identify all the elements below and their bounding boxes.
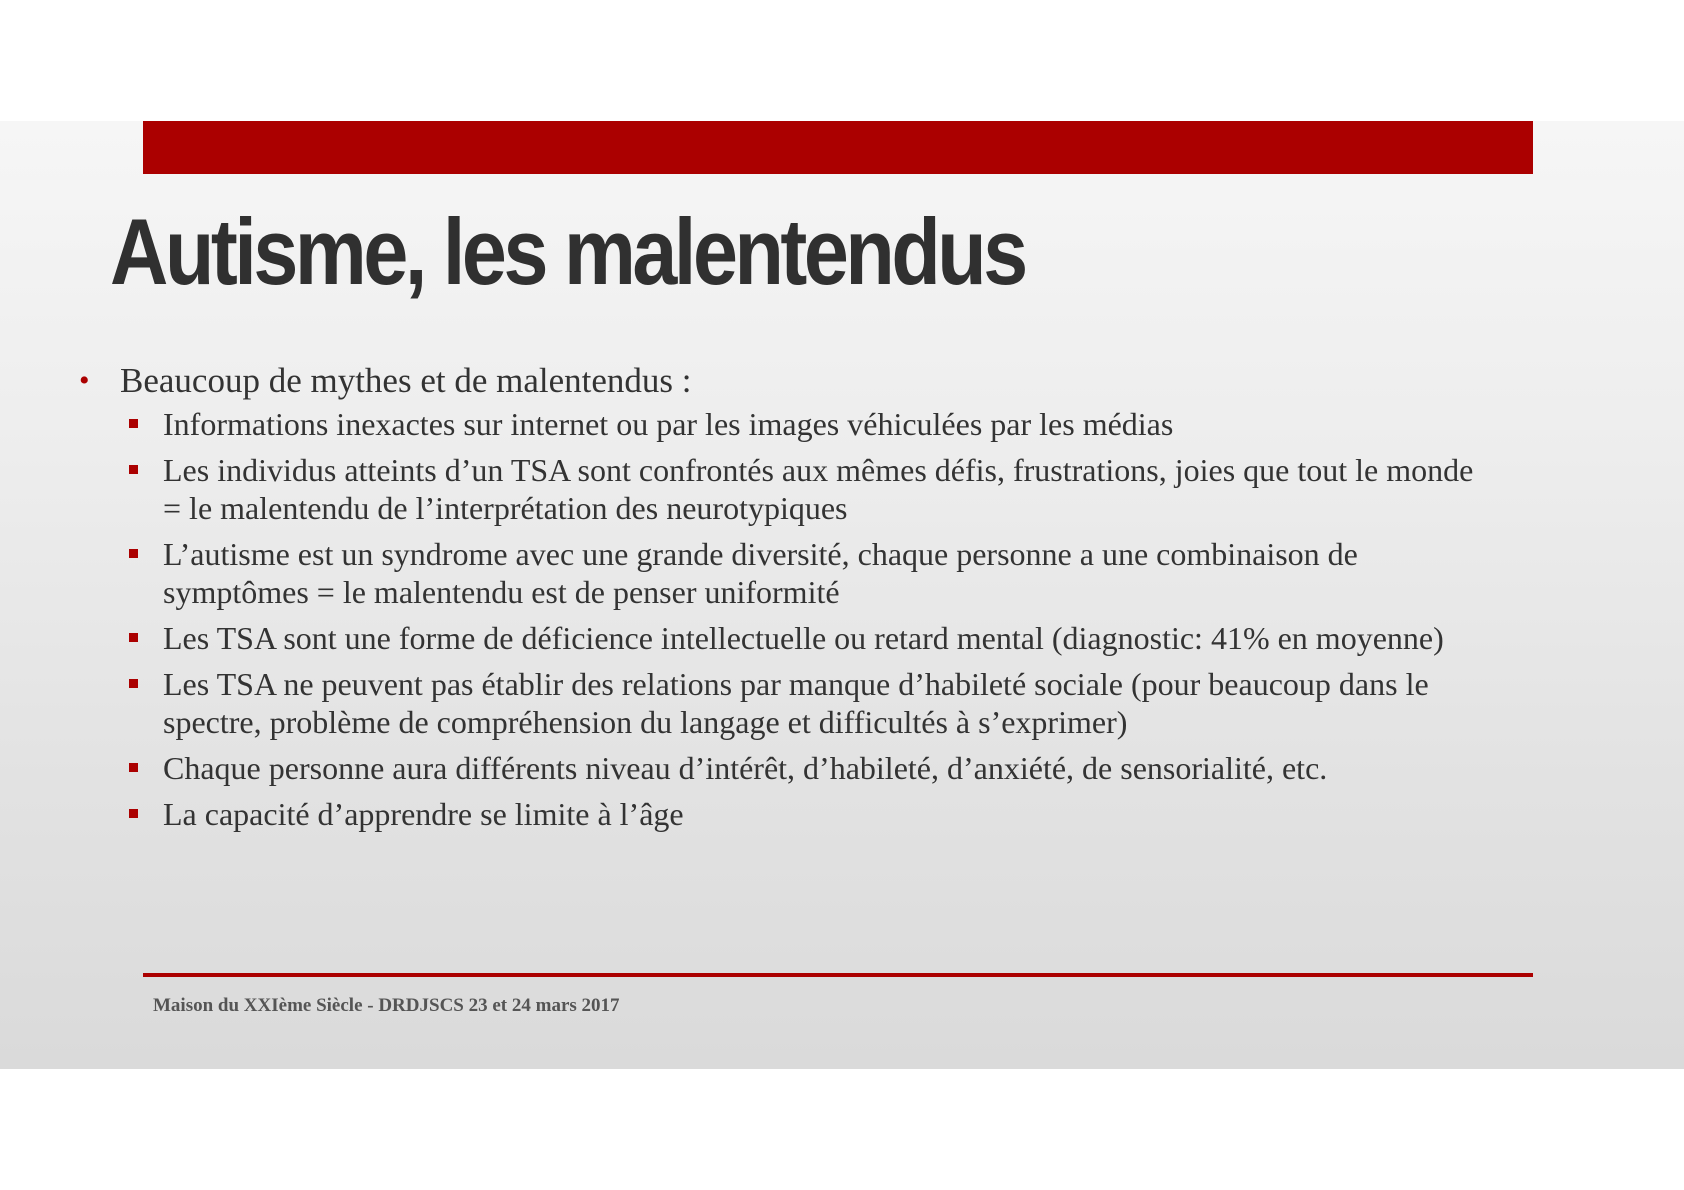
list-item bbox=[74, 535, 1514, 611]
list-item-text: La capacité d’apprendre se limite à l’âge bbox=[163, 796, 684, 832]
list-item-text: Les TSA sont une forme de déficience intellectuelle ou retard mental (diagnostic: 41% en moyenne) bbox=[163, 620, 1444, 656]
list-item bbox=[74, 665, 1514, 741]
list-item bbox=[74, 451, 1514, 527]
square-bullet-icon bbox=[129, 679, 138, 688]
list-item bbox=[74, 795, 1514, 833]
square-bullet-icon bbox=[129, 419, 138, 428]
square-bullet-icon bbox=[129, 549, 138, 558]
list-item bbox=[74, 405, 1514, 443]
square-bullet-icon bbox=[129, 763, 138, 772]
sub-bullet-list bbox=[74, 405, 1514, 833]
square-bullet-icon bbox=[129, 809, 138, 818]
footer-text: Maison du XXIème Siècle - DRDJSCS 23 et 24 mars 2017 bbox=[153, 995, 620, 1016]
main-bullet bbox=[74, 361, 1514, 401]
bullet-dot-icon: • bbox=[79, 364, 90, 397]
square-bullet-icon bbox=[129, 465, 138, 474]
top-accent-bar bbox=[143, 121, 1533, 174]
list-item-text: Les individus atteints d’un TSA sont confrontés aux mêmes défis, frustrations, joies que tout le monde = le malentendu de l’interprétation des neurotypiques bbox=[163, 452, 1474, 526]
list-item bbox=[74, 619, 1514, 657]
list-item-text: Les TSA ne peuvent pas établir des relations par manque d’habileté sociale (pour beaucoup dans le spectre, problème de compréhension du langage et difficultés à s’exprimer) bbox=[163, 666, 1429, 740]
slide-title: Autisme, les malentendus bbox=[110, 199, 1025, 304]
main-bullet-text: Beaucoup de mythes et de malentendus : bbox=[120, 361, 692, 400]
slide-content bbox=[74, 361, 1514, 841]
footer-divider bbox=[143, 973, 1533, 977]
list-item-text: Informations inexactes sur internet ou par les images véhiculées par les médias bbox=[163, 406, 1174, 442]
list-item-text: Chaque personne aura différents niveau d’intérêt, d’habileté, d’anxiété, de sensorialité, etc. bbox=[163, 750, 1328, 786]
square-bullet-icon bbox=[129, 633, 138, 642]
list-item bbox=[74, 749, 1514, 787]
list-item-text: L’autisme est un syndrome avec une grande diversité, chaque personne a une combinaison de symptômes = le malentendu est de penser uniformité bbox=[163, 536, 1358, 610]
slide bbox=[0, 121, 1684, 1069]
